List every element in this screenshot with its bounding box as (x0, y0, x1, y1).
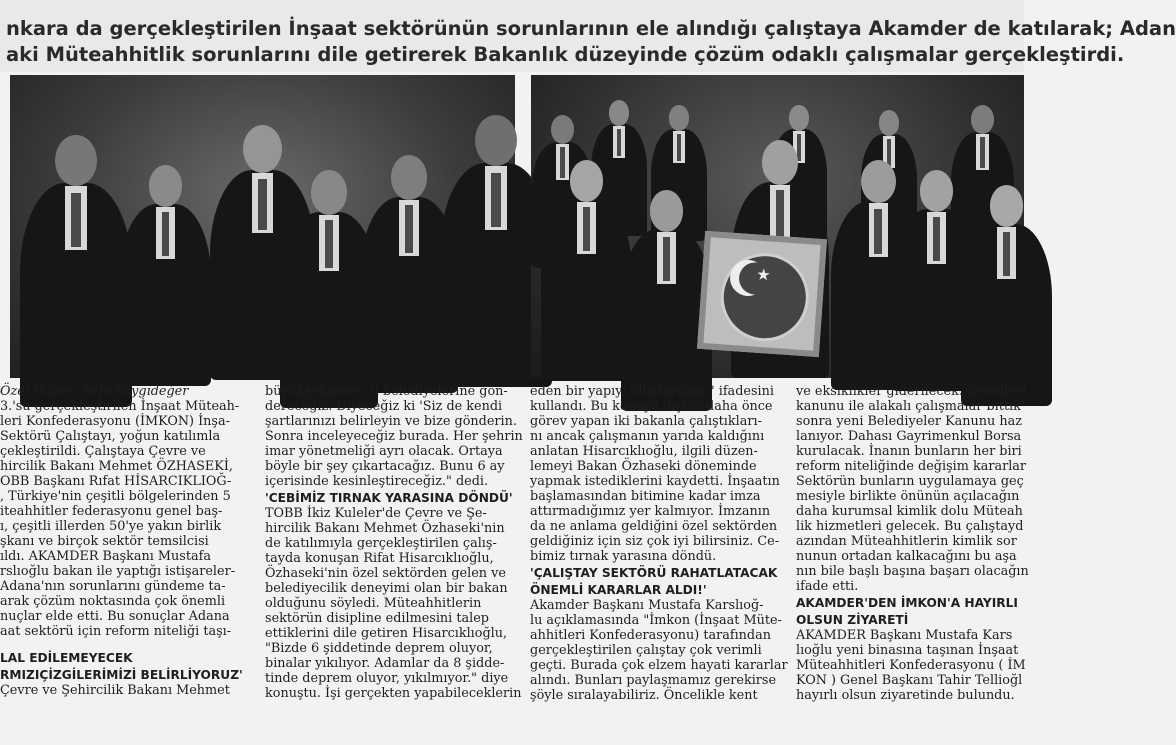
text-line: tinde deprem oluyor, yıkılmıyor." diye (265, 671, 509, 686)
text-line: eden bir yapıyı oluşturalım." ifadesini (530, 384, 774, 399)
text-line: , Türkiye'nin çeşitli bölgelerinden 5 (0, 489, 231, 504)
subheading: AKAMDER'DEN İMKON'A HAYIRLI (796, 596, 1018, 610)
text-column-2 (265, 384, 527, 745)
text-line: ve eksiklikler giderilecek. Belediyel (796, 384, 1027, 399)
text-line: KON ) Genel Başkanı Tahir Tellioğl (796, 673, 1023, 688)
text-line: rslıoğlu bakan ile yaptığı istişareler- (0, 564, 236, 579)
text-line: ı, çeşitli illerden 50'ye yakın birlik (0, 519, 222, 534)
text-line: çekleştirildi. Çalıştaya Çevre ve (0, 444, 206, 459)
text-line: Çevre ve Şehircilik Bakanı Mehmet (0, 683, 230, 698)
text-line: gerçekleştirilen çalıştay çok verimli (530, 643, 762, 658)
text-line: ettiklerini dile getiren Hisarcıklıoğlu, (265, 626, 508, 641)
text-line: başlamasından bitimine kadar imza (530, 489, 761, 504)
text-line: nunun ortadan kalkacağını bu aşa (796, 549, 1017, 564)
byline: Özel Haber: Sefa Saygıdeğer (0, 384, 189, 399)
plaque-award (697, 231, 827, 357)
text-line: Adana'nın sorunlarını gündeme ta- (0, 579, 226, 594)
subheading: 'CEBİMİZ TIRNAK YARASINA DÖNDÜ' (265, 491, 513, 505)
text-line: şartlarınızı belirleyin ve bize gönderin. (265, 414, 517, 429)
text-line: alındı. Bunları paylaşmamız gerekirse (530, 673, 777, 688)
text-line: geldiğiniz için siz çok iyi bilirsiniz. Ce- (530, 534, 780, 549)
text-line: konuştu. İşi gerçekten yapabileceklerin (265, 686, 522, 701)
text-line: içerisinde kesinleştireceğiz." dedi. (265, 474, 489, 489)
text-line: görev yapan iki bakanla çalıştıkları- (530, 414, 762, 429)
text-line: de katılımıyla gerçekleştirilen çalış- (265, 536, 497, 551)
text-line: OBB Başkanı Rıfat HİSARCIKLIOĞ- (0, 474, 232, 489)
text-line: reform niteliğinde değişim kararlar (796, 459, 1027, 474)
text-line: binalar yıkılıyor. Adamlar da 8 şidde- (265, 656, 505, 671)
subheading: OLSUN ZİYARETİ (796, 613, 909, 627)
text-line: daha kurumsal kimlik dolu Müteah (796, 504, 1023, 519)
text-line: attırmadığımız yer kalmıyor. İmzanın (530, 504, 771, 519)
text-line: iteahhitler federasyonu genel baş- (0, 504, 223, 519)
news-photo-right (531, 75, 1024, 378)
text-line: 3.'sü gerçekleştirilen İnşaat Müteah- (0, 399, 240, 414)
text-column-1 (0, 384, 258, 745)
text-line: hircilik Bakanı Mehmet Özhaseki'nin (265, 521, 505, 536)
subheading: RMIZIÇİZGİLERİMİZİ BELİRLİYORUZ' (0, 668, 243, 682)
text-line: dereceğiz. Diyeceğiz ki 'Siz de kendi (265, 399, 503, 414)
text-line: sektörün disipline edilmesini talep (265, 611, 489, 626)
text-line: şkanı ve birçok sektör temsilcisi (0, 534, 209, 549)
text-line: ahhitleri Konfederasyonu) tarafından (530, 628, 771, 643)
article-body (0, 384, 1029, 745)
text-line: olduğunu söyledi. Müteahhitlerin (265, 596, 482, 611)
text-column-3 (530, 384, 792, 745)
text-line: ifade etti. (796, 579, 859, 594)
text-column-4 (796, 384, 1029, 745)
text-line: ıldı. AKAMDER Başkanı Mustafa (0, 549, 211, 564)
text-line: nı ancak çalışmanın yarıda kaldığını (530, 429, 765, 444)
text-line: böyle bir şey çıkartacağız. Bunu 6 ay (265, 459, 505, 474)
text-line: kurulacak. İnanın bunların her biri (796, 444, 1022, 459)
text-line: belediyecilik deneyimi olan bir bakan (265, 581, 508, 596)
text-line: nın bile başlı başına başarı olacağın (796, 564, 1029, 579)
text-line: azından Müteahhitlerin kimlik sor (796, 534, 1017, 549)
text-line: büyükşehirlere, il belediyelerine gön- (265, 384, 508, 399)
text-line: hircilik Bakanı Mehmet ÖZHASEKİ, (0, 459, 233, 474)
text-line: da ne anlama geldiğini özel sektörden (530, 519, 778, 534)
text-line: bimiz tırnak yarasına döndü. (530, 549, 717, 564)
text-line: arak çözüm noktasında çok önemli (0, 594, 226, 609)
text-line: aat sektörü için reform niteliği taşı- (0, 624, 232, 639)
news-photo-left (10, 75, 515, 378)
text-line: kullandı. Bu konuya ilişkin daha önce (530, 399, 773, 414)
text-line: Sonra inceleyeceğiz burada. Her şehrin (265, 429, 523, 444)
text-line: Sektörü Çalıştayı, yoğun katılımla (0, 429, 221, 444)
text-line: mesiyle birlikte önünün açılacağın (796, 489, 1020, 504)
text-line: Sektörün bunların uygulamaya geç (796, 474, 1024, 489)
text-line: hayırlı olsun ziyaretinde bulundu. (796, 688, 1015, 703)
text-line: yapmak istediklerini kaydetti. İnşaatın (530, 474, 780, 489)
text-line: TOBB İkiz Kuleler'de Çevre ve Şe- (265, 506, 487, 521)
subheading: 'ÇALIŞTAY SEKTÖRÜ RAHATLATACAK (530, 566, 778, 580)
text-line: lu açıklamasında "İmkon (İnşaat Müte- (530, 613, 782, 628)
text-line: "Bizde 6 şiddetinde deprem oluyor, (265, 641, 493, 656)
text-line: tayda konuşan Rifat Hisarcıklıoğlu, (265, 551, 494, 566)
text-line: lik hizmetleri gelecek. Bu çalıştayd (796, 519, 1024, 534)
text-line: Özhaseki'nin özel sektörden gelen ve (265, 566, 506, 581)
spacer (0, 639, 258, 649)
subheading: LAL EDİLEMEYECEK (0, 651, 133, 665)
star-icon: ★ (755, 264, 772, 285)
text-line: lemeyi Bakan Özhaseki döneminde (530, 459, 757, 474)
text-line: Müteahhitleri Konfederasyonu ( İM (796, 658, 1026, 673)
text-line: anlatan Hisarcıklıoğlu, ilgili düzen- (530, 444, 758, 459)
text-line: kanunu ile alakalı çalışmalar bittik (796, 399, 1021, 414)
headline-line-2: aki Müteahhitlik sorunlarını dile getirerek Bakanlık düzeyinde çözüm odaklı çalışmalar gerçekleştirdi. (6, 43, 1125, 66)
subheading: ÖNEMLİ KARARLAR ALDI!' (530, 583, 707, 597)
text-line: lanıyor. Dahası Gayrimenkul Borsa (796, 429, 1022, 444)
text-line: nuçlar elde etti. Bu sonuçlar Adana (0, 609, 230, 624)
text-line: geçti. Burada çok elzem hayati kararlar (530, 658, 788, 673)
text-line: lıoğlu yeni binasına taşınan İnşaat (796, 643, 1019, 658)
article-headline (0, 0, 1176, 72)
text-line: AKAMDER Başkanı Mustafa Kars (796, 628, 1013, 643)
text-line: imar yönetmeliği ayrı olacak. Ortaya (265, 444, 503, 459)
text-line: Akamder Başkanı Mustafa Karslıoğ- (530, 598, 764, 613)
text-line: leri Konfederasyonu (İMKON) İnşa- (0, 414, 230, 429)
headline-line-1: nkara da gerçekleştirilen İnşaat sektörünün sorunlarının ele alındığı çalıştaya Akamder de katılarak; Adan (6, 17, 1176, 40)
text-line: şöyle sıralayabiliriz. Öncelikle kent (530, 688, 758, 703)
text-line: sonra yeni Belediyeler Kanunu haz (796, 414, 1022, 429)
